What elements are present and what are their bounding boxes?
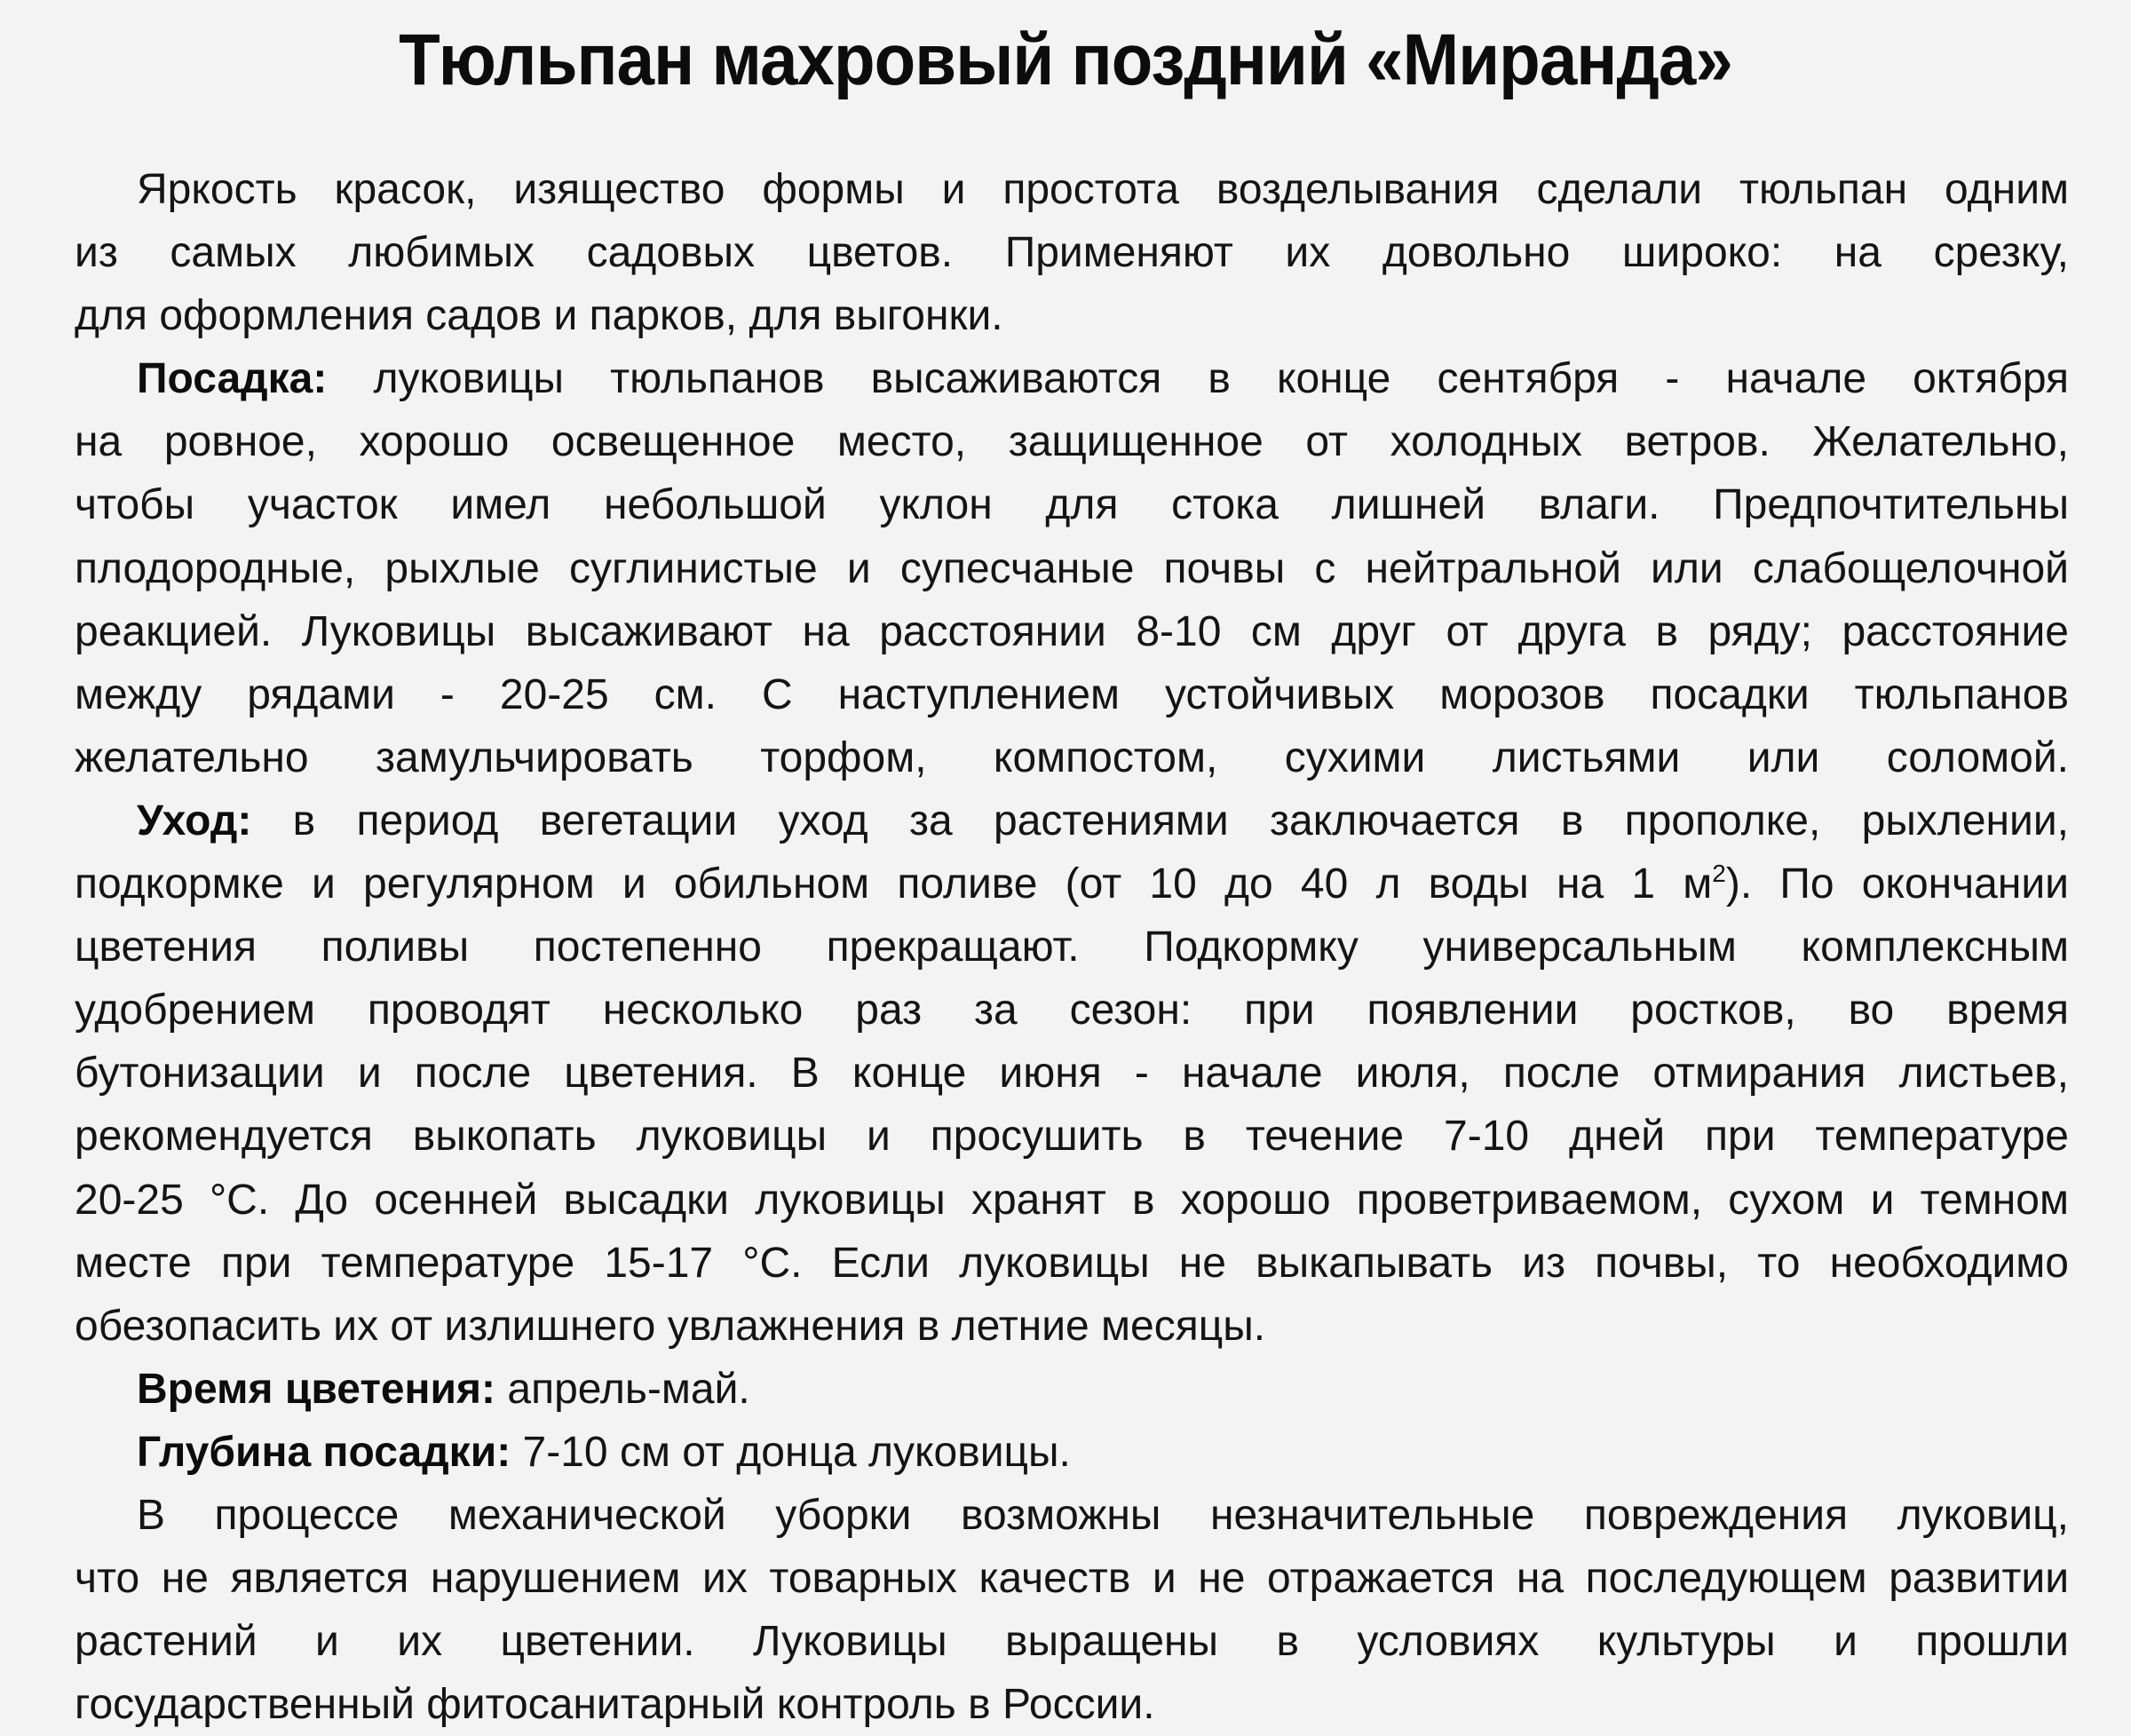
- text-run: подкормке и регулярном и обильном поливе (от 10 до 40 л воды на 1 м: [75, 860, 1713, 908]
- text-line: [75, 1547, 2069, 1610]
- text-line: [75, 537, 2069, 600]
- text-line: рекомендуется выкопать луковицы и просушить в течение 7-10 дней при температуре: [75, 1113, 2069, 1161]
- text-run: 7-10 см от донца луковицы.: [511, 1428, 1071, 1476]
- text-line: [75, 1232, 2069, 1295]
- text-line: на ровное, хорошо освещенное место, защищенное от холодных ветров. Желательно,: [75, 418, 2069, 466]
- paragraph-planting: [75, 347, 2069, 789]
- text-line: [75, 1042, 2069, 1105]
- text-line: Яркость красок, изящество формы и простота возделывания сделали тюльпан одним: [137, 166, 2069, 213]
- text-run: что не является нарушением их товарных качеств и не отражается на последующем развитии: [75, 1555, 2069, 1603]
- text-run: 20-25 °С. До осенней высадки луковицы хранят в хорошо проветриваемом, сухом и темном: [75, 1176, 2069, 1224]
- text-line: чтобы участок имел небольшой уклон для стока лишней влаги. Предпочтительны: [75, 481, 2069, 529]
- text-line: государственный фитосанитарный контроль в России.: [75, 1681, 1155, 1729]
- section-label-bloom-time: Время цветения:: [137, 1365, 496, 1413]
- text-run: в период вегетации уход за растениями заключается в прополке, рыхлении,: [251, 797, 2069, 844]
- text-line: [75, 1358, 2069, 1421]
- superscript: 2: [1712, 860, 1726, 888]
- section-label-planting-depth: Глубина посадки:: [137, 1428, 511, 1476]
- text-run: ). По окончании: [1725, 860, 2069, 908]
- paragraph-bloom-time: [75, 1358, 2069, 1421]
- text-line: для оформления садов и парков, для выгонки.: [75, 292, 1003, 340]
- text-line: [75, 347, 2069, 410]
- text-line: [75, 600, 2069, 663]
- paragraph-planting-depth: [75, 1421, 2069, 1484]
- section-label-planting: Посадка:: [137, 355, 328, 403]
- text-run: месте при температуре 15-17 °С. Если луковицы не выкапывать из почвы, то необходимо: [75, 1239, 2069, 1287]
- text-line: [75, 852, 2069, 916]
- text-line: желательно замульчировать торфом, компостом, сухими листьями или соломой.: [75, 733, 2069, 781]
- paragraph-intro: [75, 158, 2069, 347]
- text-line: [75, 1169, 2069, 1232]
- text-line: удобрением проводят несколько раз за сезон: при появлении ростков, во время: [75, 987, 2069, 1034]
- text-line: цветения поливы постепенно прекращают. Подкормку универсальным комплексным: [75, 923, 2069, 971]
- text-line: [75, 1421, 2069, 1484]
- page-title: Тюльпан махровый поздний «Миранда»: [399, 20, 1732, 100]
- text-run: плодородные, рыхлые суглинистые и супесчаные почвы с нейтральной или слабощелочной: [75, 544, 2069, 592]
- text-line: обезопасить их от излишнего увлажнения в летние месяцы.: [75, 1302, 1266, 1350]
- paragraph-care: [75, 789, 2069, 1358]
- text-line: растений и их цветении. Луковицы выращены в условиях культуры и прошли: [75, 1618, 2069, 1666]
- paragraph-disclaimer: [75, 1484, 2069, 1736]
- text-run: реакцией. Луковицы высаживают на расстоянии 8-10 см друг от друга в ряду; расстояние: [75, 607, 2069, 655]
- text-run: луковицы тюльпанов высаживаются в конце сентября - начале октября: [327, 355, 2069, 403]
- text-line: В процессе механической уборки возможны незначительные повреждения луковиц,: [137, 1491, 2069, 1539]
- section-label-care: Уход:: [137, 797, 252, 844]
- text-line: из самых любимых садовых цветов. Применяют их довольно широко: на срезку,: [75, 229, 2069, 277]
- document-body: [75, 158, 2069, 1736]
- text-run: бутонизации и после цветения. В конце июня - начале июля, после отмирания листьев,: [75, 1050, 2069, 1098]
- text-line: между рядами - 20-25 см. С наступлением устойчивых морозов посадки тюльпанов: [75, 670, 2069, 718]
- text-line: [75, 789, 2069, 852]
- text-run: апрель-май.: [495, 1365, 750, 1413]
